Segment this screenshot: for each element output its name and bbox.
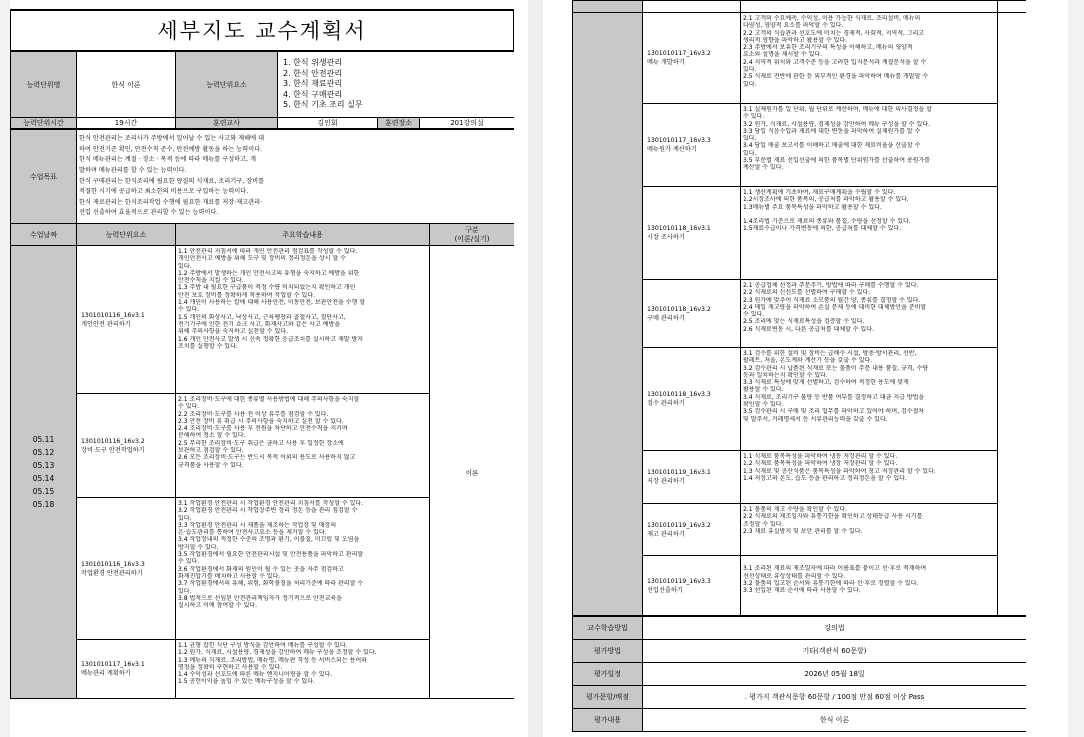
element-code: 1301010118_16v3.2 [647, 305, 711, 313]
content-line: 2.3 원가에 맞추어 식재료 소모품의 월간 양, 종류를 결정할 수 있다. [743, 296, 921, 304]
date-item: 05.14 [32, 474, 55, 483]
content-line: 및 발주서, 거래명세서 등 서류관리능력을 갖출 수 있다. [743, 415, 888, 423]
content-line: 수 있다. [178, 403, 200, 411]
learning-content-cell [741, 104, 998, 187]
learning-content-cell [741, 556, 998, 616]
header-table [10, 51, 514, 129]
content-line: 2.1 공급업체 선정과 주문주기, 방법에 따라 구매를 수행할 수 있다. [743, 282, 919, 289]
document-page-2 [572, 0, 1026, 737]
element-code: 1301010118_16v3.1 [647, 225, 711, 232]
content-line: 3.1 작업환경 안전관리 시 작업환경 안전관리 지침서를 작성할 수 있다. [178, 500, 364, 507]
content-line: 수 있다. [743, 113, 765, 121]
evaluation-label: 교수학습방법 [573, 617, 643, 640]
goal-text [77, 130, 515, 224]
element-name: 검수 관리하기 [647, 400, 685, 407]
content-line: 개인안전사고 예방을 위해 도구 및 장비의 정리정돈을 상시 할 수 [178, 255, 346, 263]
content-line: 수 있다. [743, 311, 765, 319]
content-line: 규격품을 사용할 수 있다. [178, 461, 244, 469]
content-line: 1.5재료수급이나 가격변동에 의한, 공급처를 대체할 수 있다. [743, 225, 902, 233]
content-line: 3.7 작업환경에서의 유해, 위험, 화학물질을 처리기준에 따라 관리할 수 [178, 580, 364, 588]
element-list [280, 58, 512, 110]
content-line: 있다. [743, 135, 757, 143]
content-line: 3.8 법적으로 선임된 안전관리책임자가 정기적으로 안전교육을 [178, 594, 342, 602]
competency-element-cell [77, 498, 176, 640]
content-line: 2.1 물품의 재고 수량을 확인할 수 있다. [743, 506, 848, 513]
content-line: 1.2시장조사에 의한 품목의, 공급처를 파악하고 활용할 수 있다. [743, 196, 909, 204]
goal-line: 하여 안전기준 확인, 안전수칙 준수, 안전예방 활동을 하는 능력이다. [79, 145, 263, 153]
goal-line: 선입 선출하여 효율적으로 관리할 수 있는 능력이다. [79, 209, 219, 217]
evaluation-label: 평가문항/배점 [573, 686, 643, 709]
goal-line: 발하며 메뉴관리를 할 수 있는 능력이다. [79, 166, 187, 174]
element-item: 4. 한식 구매관리 [283, 89, 343, 99]
content-line: 팔레트, 저울, 온도계와 계산기 등을 갖출 수 있다. [743, 357, 873, 365]
content-line: 선선상태로 유상상태를 관리할 수 있다. [743, 572, 846, 580]
evaluation-value: 강의법 [643, 617, 1027, 640]
content-line: 1.4 저장고의 온도, 습도 등을 관리하고 정리정돈을 할 수 있다. [743, 474, 907, 482]
element-item: 5. 한식 기초 조리 실무 [283, 100, 363, 110]
evaluation-table [572, 616, 1026, 732]
col-date: 수업날짜 [11, 224, 77, 246]
element-name: 개인안전 관리하기 [81, 320, 131, 328]
content-line: 명칭을 정확히 구현하고 사용할 수 있다. [178, 663, 283, 671]
content-line: 3.3 선입된 재료 순서에 따라 사용할 수 있다. [743, 587, 861, 595]
document-page-1 [10, 0, 514, 737]
learning-content-cell [176, 498, 430, 640]
date-item: 05.11 [32, 435, 55, 444]
competency-element-cell [643, 280, 741, 348]
learning-content-cell [176, 246, 430, 394]
goal-line: 한식 구매관리는 한식조리에 필요한 양질의 식재료, 조리기구, 장비를 [79, 177, 265, 185]
content-line: 1.1 생산계획에 기초하여, 재료구매계획을 수립할 수 있다. [743, 189, 896, 196]
content-line: 2.1 고객의 수요예측, 수익성, 이용 가능한 식재료, 조리설비, 메뉴의 [743, 15, 921, 22]
content-line: 3.2 작업환경 안전관리 시 작업장주변 정리 정돈 등을 관리 점검할 수 [178, 507, 358, 515]
content-line: 온·습도관리를 통하여 안전사고요소 등을 제거할 수 있다. [178, 529, 327, 537]
content-line [743, 211, 995, 218]
evaluation-label: 평가일정 [573, 663, 643, 686]
goal-label: 수업목표 [11, 130, 77, 224]
content-line: 2.4 지역적 위치와 고객수준 등을 고려한 입지분석과 계절분석을 할 수 [743, 58, 927, 66]
date-item: 05.12 [32, 448, 55, 457]
learning-content-cell [176, 640, 430, 699]
evaluation-value: . 평가지 객관식문항 60문항 / 100점 만점 60점 이상 Pass [643, 686, 1027, 709]
competency-element-cell [643, 556, 741, 616]
element-code: 1301010117_16v3.3 [647, 137, 711, 144]
content-line: 활용할 수 있다. [743, 386, 784, 394]
element-code: 1301010119_16v3.3 [647, 577, 711, 585]
content-line: 3.1 검수를 위한 설비 및 장비는 급배수 시설, 방충·방서관리, 선반, [743, 350, 917, 357]
content-line: 3.1 조리된 재료의 제조일자에 따라 이름표를 붙이고 선·후로 적재하여 [743, 565, 927, 573]
evaluation-value: 한식 이론 [643, 709, 1027, 732]
content-line: 안전수칙을 지킬 수 있다. [178, 277, 244, 285]
content-line [743, 558, 995, 565]
element-code: 1301010117_16v3.1 [81, 661, 145, 668]
competency-element-cell [77, 246, 176, 394]
content-line: 3.6 작업환경에서 화재의 원인이 될 수 있는 곳을 자주 점검하고 [178, 565, 344, 573]
evaluation-label: 평가방법 [573, 640, 643, 663]
content-line: 있다. [743, 149, 757, 157]
element-code: 1301010118_16v3.3 [647, 391, 711, 398]
content-line: 1.5 개인의 화상사고, 낙상사고, 근육팽창과 골절사고, 절단사고, [178, 313, 346, 321]
content-line: 있다. [743, 80, 757, 88]
right-scroll-gutter [1068, 0, 1084, 737]
content-line: 확인할 수 있다. [743, 401, 784, 409]
content-line: 1.4 수익성과 선호도에 따른 메뉴 엔지니어링을 할 수 있다. [178, 671, 333, 679]
kind-cell: 이론 [430, 246, 515, 699]
content-line: 2.2 식재료의 신선도를 선별하여 구매할 수 있다. [743, 289, 871, 297]
element-name: 메뉴 개발하기 [647, 59, 685, 66]
content-line: 생리적 영향을 파악하고 활용할 수 있다. [743, 36, 848, 44]
element-code: 1301010119_16v3.1 [647, 469, 711, 476]
content-line: 3.4 식재료, 조리기구 불량 등 반품 여부를 결정하고 대금 지급 방법을 [743, 393, 925, 401]
content-line: 전기기구에 인한 전기 쇼크 사고, 화재사고와 같은 사고 예방을 [178, 320, 341, 328]
teacher-value: 김인회 [278, 118, 378, 129]
content-line: 분해하여 청소 할 수 있다. [178, 432, 246, 440]
goal-line: 한식 메뉴관리는 계절 · 장소 · 목적 등에 따라 메뉴를 구성하고, 개 [79, 156, 256, 164]
unit-value: 한식 이론 [77, 52, 176, 118]
competency-element-cell [643, 13, 741, 104]
element-name: 선입선출하기 [647, 586, 683, 594]
content-line: 3.3 당일 식음수입과 재료에 대한 변동을 파악하여 실제원가를 알 수 [743, 127, 921, 135]
content-line: 2.6 식재료변동 시, 다른 공급처를 대체할 수 있다. [743, 325, 875, 333]
learning-content-cell [741, 280, 998, 348]
content-line: 있다. [743, 66, 757, 74]
competency-element-cell [643, 451, 741, 504]
competency-element-cell [643, 104, 741, 187]
element-name: 장비·도구 안전작업하기 [81, 446, 145, 454]
element-name: 메뉴원가 계산하기 [647, 146, 697, 153]
content-line: 2.5 무리한 조리장비·도구 취급은 금하고 사용 후 일정한 장소에 [178, 439, 344, 447]
competency-element-cell [643, 504, 741, 556]
content-line: 1.6 개인 안전사고 발생 시 신속 정확한 응급조치를 실시하고 재발 방지 [178, 335, 364, 343]
plan-table-continued [572, 0, 1026, 616]
plan-table [10, 129, 514, 699]
col-element: 능력단위요소 [77, 224, 176, 246]
content-line: 2.4 매일 재고량을 파악하여 손실 문제 등에 대비한 대체방안을 준비할 [743, 303, 927, 311]
content-line: 2.3 재료 유실방지 및 보안 관리를 할 수 있다. [743, 527, 863, 535]
content-line: 위해 주의사항을 숙지하고 실천할 수 있다. [178, 328, 288, 336]
hours-label: 능력단위시간 [11, 118, 77, 129]
content-line: 다양성, 영양적 요소를 파악할 수 있다. [743, 22, 844, 30]
competency-element-cell [643, 187, 741, 280]
content-line: 3.5 검수관리 시 구매 및 조리 업무를 파악하고 있어야 하며, 검수절차 [743, 408, 925, 416]
content-line: 1.4조리법 기준으로 재료의 종류와 품질, 수량을 선정할 수 있다. [743, 218, 911, 226]
col-kind: 구분 (이론/실기) [430, 224, 515, 246]
content-line: 2.5 조리에 맞는 식재료특성을 검증할 수 있다. [743, 318, 865, 326]
content-line: 2.6 모든 조리장비·도구는 반드시 목적 이외의 용도로 사용하지 않고 [178, 454, 356, 462]
element-code: 1301010119_16v3.2 [647, 521, 711, 529]
continued-kind-cell [998, 1, 1027, 13]
content-line: 2.4 조리장비·도구를 사용 후 전원을 차단하고 안전수칙을 지키며 [178, 425, 348, 433]
content-line: 3.4 당일 매출 보고서를 이해하고 매출에 대한 재료비율을 산출할 수 [743, 142, 921, 150]
unit-label: 능력단위명 [11, 52, 77, 118]
place-value: 201강의실 [420, 118, 515, 129]
continued-content-cell [741, 1, 998, 13]
element-code: 1301010117_16v3.2 [647, 50, 711, 57]
date-cell [573, 13, 643, 616]
content-line: 3.4 작업장내의 적정한 수준의 조명과 환기, 이물질, 미끄럼 및 오염을 [178, 536, 360, 544]
element-code: 1301010116_16v3.3 [81, 560, 145, 568]
content-line: 2.3 주방에서 보유한 조리기구의 특성을 이해하고, 메뉴의 영양적 [743, 44, 913, 52]
place-label: 훈련장소 [378, 118, 420, 129]
content-line: 1.1 식재료 품목특성을 파악하여 냉동 저장관리 할 수 있다. [743, 453, 898, 460]
learning-content-cell [741, 187, 998, 280]
content-line: 조정할 수 있다. [743, 520, 784, 528]
content-line: 화재진압기를 배치하고 사용할 수 있다. [178, 572, 281, 580]
date-item: 05.15 [32, 487, 55, 496]
content-line: 2.5 식재료 전반에 관한 등 외부적인 환경을 파악하여 메뉴를 개발할 수 [743, 73, 929, 81]
competency-element-cell [77, 640, 176, 699]
content-line: 2.2 식재료의 제조일자와 유통기한을 확인하고 상태등급 사용 시기를 [743, 513, 923, 521]
evaluation-value: 기타(객관식 60문항) [643, 640, 1027, 663]
goal-line: 적절한 시기에 공급하고 최소한의 비용으로 구입하는 능력이다. [79, 188, 249, 196]
element-name: 시장 조사하기 [647, 234, 685, 241]
date-item: 05.13 [32, 461, 55, 470]
competency-element-cell [643, 348, 741, 451]
evaluation-label: 평가내용 [573, 709, 643, 732]
element-name: 구매 관리하기 [647, 314, 685, 322]
content-line: 보관하고 점검할 수 있다. [178, 447, 244, 455]
content-line: 3.3 식재료 특성에 맞게 선별하고, 검수하여 적정한 용도에 맞게 [743, 379, 909, 387]
page-separator [528, 0, 543, 737]
element-label: 능력단위요소 [176, 52, 278, 118]
content-line: 1.3 식재료 및 공산식품은 품목특성을 파악하여 창고 저장관리 할 수 있다. [743, 467, 936, 475]
content-line: 1.1 안전관리 지침서에 따라 개인 안전관리 점검표를 작성할 수 있다. [178, 248, 358, 255]
element-item: 3. 한식 재료관리 [283, 79, 343, 89]
element-code: 1301010116_16v3.1 [81, 311, 145, 319]
content-line: 3.2 물품의 입고된 순서와 유통기한에 따라 선·후로 정렬할 수 있다. [743, 579, 919, 587]
content-line: 실시하고 이에 참여할 수 있다. [178, 602, 258, 610]
content-line: 수 있다. [178, 558, 200, 566]
evaluation-value: 2026년 05월 18일 [643, 663, 1027, 686]
content-line: 방지할 수 있다. [178, 543, 219, 551]
learning-content-cell [176, 394, 430, 498]
content-line: 2.2 고객의 식습관과 선호도에 미치는 경제적, 사회적, 지역적, 그리고 [743, 29, 925, 37]
date-item: 05.18 [32, 500, 55, 509]
content-line: 있다. [178, 514, 192, 522]
content-line: 수 있다. [178, 306, 200, 314]
element-name: 저장 관리하기 [647, 478, 685, 485]
element-name: 재고 관리하기 [647, 530, 685, 538]
content-line: 1.2 주방에서 발생하는 개인 안전사고의 유형을 숙지하고 예방을 위한 [178, 269, 360, 277]
content-line: 안전 보호 장비를 정확하게 착용하여 작업할 수 있다. [178, 291, 315, 299]
content-line: 있다. [178, 262, 192, 270]
col-content: 주요학습내용 [176, 224, 430, 246]
element-item: 1. 한식 위생관리 [283, 58, 343, 68]
element-name: 메뉴관리 계획하기 [81, 670, 131, 677]
competency-element-cell [77, 394, 176, 498]
element-name: 작업환경 안전관리하기 [81, 569, 143, 577]
content-line: 1.1 균형 잡힌 식단 구성 방식을 감안하여 메뉴를 구성할 수 있다. [178, 642, 348, 649]
content-line: 1.3 메뉴의 식재료, 조리방법, 메뉴명, 메뉴판 작성 등 서비스되는 용어와 [178, 656, 367, 664]
content-line: 3.3 작업환경 안전관리 시 제품을 제조하는 작업장 및 매장의 [178, 521, 337, 529]
content-line: 3.5 작업환경에서 필요한 안전관리시설 및 안전용품을 파악하고 관리할 [178, 551, 364, 559]
hours-value: 19시간 [77, 118, 176, 129]
content-line: 3.2 검수관리 시 납품된 식재료 또는 물품이 주문 내용 품질, 규격, 수량 [743, 364, 929, 372]
date-list-cell [11, 246, 77, 699]
content-line: 3.2 원가, 식재료, 시설용량, 경제성을 감안하여 메뉴 구성을 할 수 있다. [743, 120, 930, 128]
learning-content-cell [741, 504, 998, 556]
content-line: 있다. [178, 587, 192, 595]
goal-line: 한식 재료관리는 한식조리작업 수행에 필요한 재료를 저장·재고관리· [79, 198, 263, 206]
learning-content-cell [741, 451, 998, 504]
learning-content-cell [741, 348, 998, 451]
content-line: 1.2 원가, 식재료, 시설용량, 경제성을 감안하여 메뉴 구성을 조정할 수 있다. [178, 649, 377, 657]
page-title: 세부지도 교수계획서 [10, 9, 514, 51]
element-code: 1301010116_16v3.2 [81, 437, 145, 445]
continued-element-cell [643, 1, 741, 13]
content-line: 1.4 개인이 사용하는 칼에 대해 사용안전, 이동안전, 보관안전을 수행 할 [178, 299, 366, 307]
content-line: 1.2 식재료 품목특성을 파악하여 냉장 저장관리 할 수 있다. [743, 460, 898, 468]
content-line: 3.1 실제원가를 일 단위, 월 단위로 계산하여, 메뉴에 대한 의사결정을 할 [743, 106, 932, 113]
content-line: 1.5 공헌이익을 높일 수 있는 메뉴구성을 할 수 있다. [178, 678, 315, 686]
content-line: 1.3메뉴별 주요 품목특성을 파악하고 활용할 수 있다. [743, 203, 882, 211]
element-item: 2. 한식 안전관리 [283, 68, 343, 78]
content-line: 계산할 수 있다. [743, 164, 784, 172]
content-line: 조치를 실행할 수 있다. [178, 342, 238, 350]
continued-date-cell [573, 1, 643, 13]
content-line: 2.2 조리장비·도구를 사용 전 이상 유무를 점검할 수 있다. [178, 410, 329, 418]
learning-content-cell [741, 13, 998, 104]
teacher-label: 훈련교사 [176, 118, 278, 129]
content-line: 2.1 조리장비·도구에 대한 종류별 사용방법에 대해 주의사항을 숙지할 [178, 396, 360, 403]
content-line: 1.3 주방 내 필요한 구급품이 적정 수량 비치되었는지 확인하고 개인 [178, 284, 356, 292]
element-list-cell [278, 52, 515, 118]
content-line: 2.3 안전 장비 류 취급 시 주의사항을 숙지하고 실천 할 수 있다. [178, 417, 344, 425]
content-line: 등과 일치하는지 확인할 수 있다. [743, 371, 828, 379]
goal-line: 한식 안전관리는 조리사가 주방에서 일어날 수 있는 사고와 재해에 대 [79, 135, 265, 143]
kind-cell [998, 13, 1027, 616]
content-line: 요소와 설명을 제시할 수 있다. [743, 51, 823, 59]
content-line: 3.5 부분별 재료 선입선출에 의한 품목별 단위원가를 산출하여 총원가를 [743, 157, 931, 165]
